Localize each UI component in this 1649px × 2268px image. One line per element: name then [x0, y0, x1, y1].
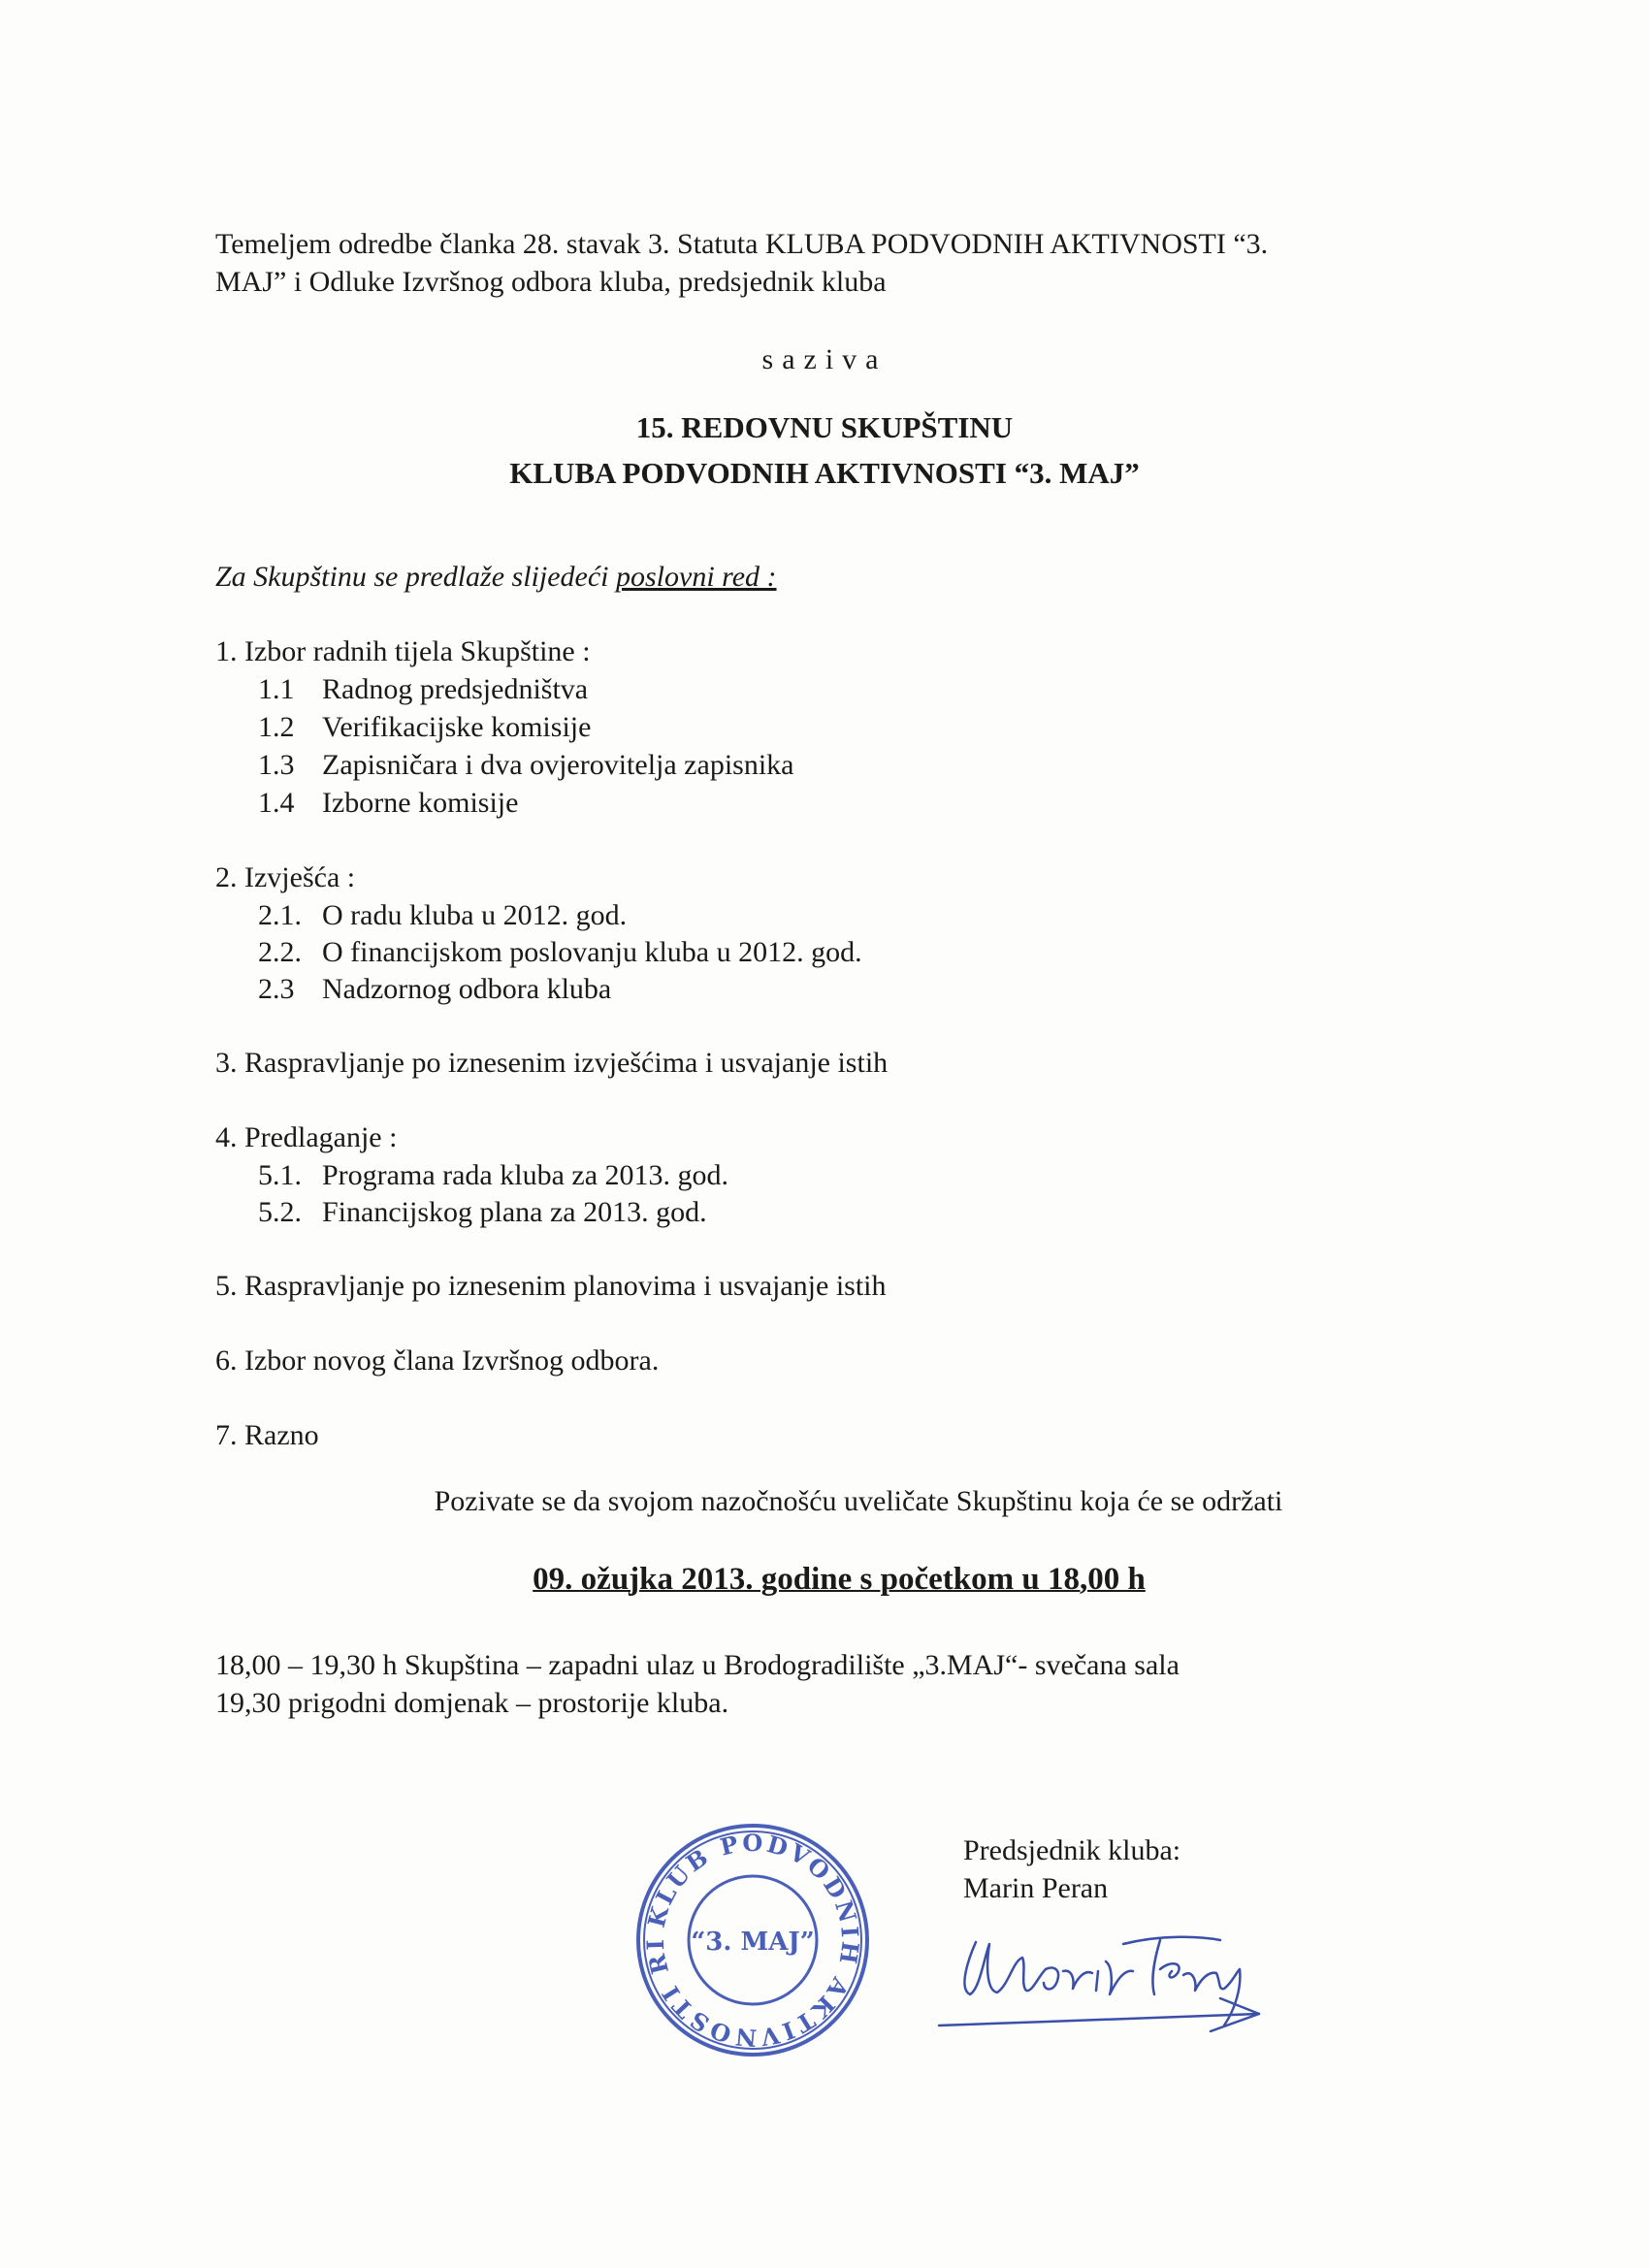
agenda-subitem-1-3: 1.3 Zapisničara i dva ovjerovitelja zapisnika	[258, 749, 794, 781]
stamp-center-text: “3. MAJ”	[691, 1928, 815, 1957]
agenda-lead-text: Za Skupštinu se predlaže slijedeći	[215, 561, 616, 593]
agenda-item-4: 4. Predlaganje :	[215, 1121, 398, 1153]
title-line-2: KLUBA PODVODNIH AKTIVNOSTI “3. MAJ”	[509, 456, 1140, 490]
agenda-subitem-1-1: 1.1 Radnog predsjedništva	[258, 673, 589, 705]
agenda-subitem-4-1: 5.1. Programa rada kluba za 2013. god.	[258, 1159, 729, 1191]
agenda-item-1: 1. Izbor radnih tijela Skupštine :	[215, 635, 591, 667]
club-stamp	[632, 1820, 873, 2060]
signature-role: Predsjednik kluba:	[963, 1834, 1181, 1866]
invitation-text: Pozivate se da svojom nazočnošću uveličate Skupštinu koja će se održati	[434, 1485, 1283, 1517]
stamp-seal-icon	[632, 1820, 873, 2060]
intro-line-2: MAJ” i Odluke Izvršnog odbora kluba, predsjednik kluba	[215, 266, 887, 298]
agenda-item-3: 3. Raspravljanje po iznesenim izvješćima i usvajanje istih	[215, 1047, 889, 1079]
handwritten-signature	[929, 1901, 1278, 2047]
agenda-subitem-2-3: 2.3 Nadzornog odbora kluba	[258, 973, 612, 1005]
agenda-subitem-1-4: 1.4 Izborne komisije	[258, 787, 519, 819]
agenda-item-2: 2. Izvješća :	[215, 861, 356, 893]
agenda-subitem-2-1: 2.1. O radu kluba u 2012. god.	[258, 899, 628, 931]
agenda-item-6: 6. Izbor novog člana Izvršnog odbora.	[215, 1345, 660, 1377]
agenda-item-7: 7. Razno	[215, 1419, 319, 1451]
agenda-lead-underlined: poslovni red :	[616, 561, 777, 593]
schedule-line-1: 18,00 – 19,30 h Skupština – zapadni ulaz u Brodogradilište „3.MAJ“- svečana sala	[215, 1649, 1180, 1681]
intro-line-1: Temeljem odredbe članka 28. stavak 3. Statuta KLUBA PODVODNIH AKTIVNOSTI “3.	[215, 228, 1269, 260]
agenda-lead	[215, 561, 777, 594]
title-line-1: 15. REDOVNU SKUPŠTINU	[635, 410, 1014, 444]
schedule-line-2: 19,30 prigodni domjenak – prostorije kluba.	[215, 1687, 729, 1719]
agenda-subitem-1-2: 1.2 Verifikacijske komisije	[258, 711, 592, 743]
stamp-outer-text: KLUB PODVODNIH AKTIVNOSTI RI	[640, 1828, 865, 2053]
signature-icon	[929, 1901, 1278, 2047]
intro-paragraph	[215, 225, 1268, 301]
agenda-subitem-4-2: 5.2. Financijskog plana za 2013. god.	[258, 1196, 707, 1228]
agenda-item-5: 5. Raspravljanje po iznesenim planovima i usvajanje istih	[215, 1270, 887, 1302]
saziva-word: saziva	[761, 343, 888, 375]
agenda-subitem-2-2: 2.2. O financijskom poslovanju kluba u 2012. god.	[258, 936, 862, 968]
signature-name: Marin Peran	[963, 1872, 1109, 1904]
meeting-date: 09. ožujka 2013. godine s početkom u 18,00 h	[533, 1562, 1146, 1597]
